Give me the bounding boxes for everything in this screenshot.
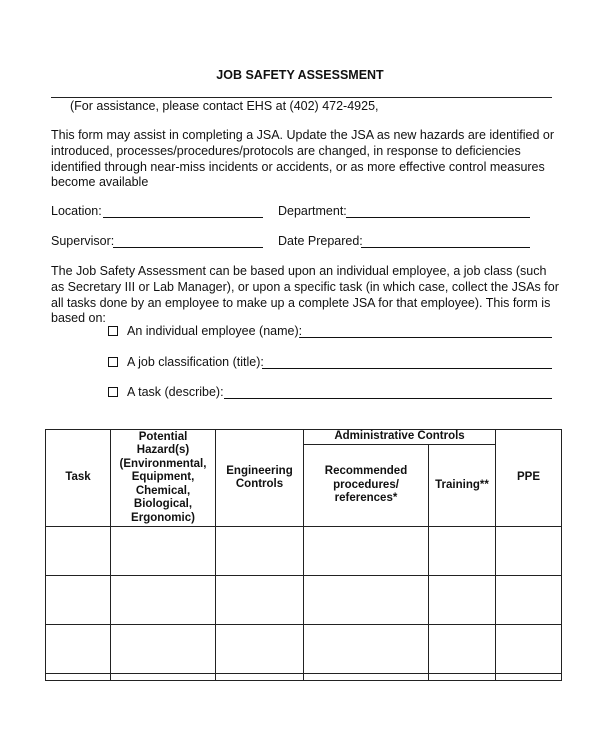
table-row — [46, 674, 562, 681]
department-field[interactable] — [346, 217, 530, 218]
table-cell[interactable] — [46, 527, 111, 576]
table-header-row — [46, 430, 562, 445]
table-cell[interactable] — [304, 625, 429, 674]
table-cell[interactable] — [304, 576, 429, 625]
option-individual-employee[interactable] — [108, 324, 302, 338]
option-label: A job classification (title): — [127, 355, 264, 369]
table-cell[interactable] — [111, 674, 216, 681]
table-cell[interactable] — [111, 576, 216, 625]
table-cell[interactable] — [111, 625, 216, 674]
table-cell[interactable] — [46, 674, 111, 681]
checkbox-icon[interactable] — [108, 357, 118, 367]
header-training: Training** — [429, 445, 496, 527]
basis-paragraph: The Job Safety Assessment can be based upon an individual employee, a job class (such as Secretary III or Lab Manager), or upon a specific task (in which case, collect the JSAs for all tasks done by an employee to make up a complete JSA for that employee). This form is based on: — [51, 264, 559, 326]
table-cell[interactable] — [111, 527, 216, 576]
table-cell[interactable] — [496, 625, 562, 674]
location-label: Location: — [51, 204, 102, 218]
jsa-table — [45, 429, 562, 681]
option-label: An individual employee (name): — [127, 324, 303, 338]
page-title: JOB SAFETY ASSESSMENT — [216, 68, 384, 82]
table-row — [46, 625, 562, 674]
table-row — [46, 527, 562, 576]
checkbox-icon[interactable] — [108, 387, 118, 397]
header-hazards: Potential Hazard(s) (Environmental, Equipment, Chemical, Biological, Ergonomic) — [111, 430, 216, 527]
table-cell[interactable] — [429, 576, 496, 625]
table-cell[interactable] — [216, 625, 304, 674]
supervisor-field[interactable] — [113, 247, 263, 248]
location-field[interactable] — [103, 217, 263, 218]
table-cell[interactable] — [429, 527, 496, 576]
employee-name-field[interactable] — [299, 337, 552, 338]
date-prepared-field[interactable] — [361, 247, 530, 248]
table-cell[interactable] — [496, 576, 562, 625]
table-cell[interactable] — [429, 625, 496, 674]
supervisor-label: Supervisor: — [51, 234, 115, 248]
table-cell[interactable] — [46, 576, 111, 625]
table-row — [46, 576, 562, 625]
date-prepared-label: Date Prepared: — [278, 234, 363, 248]
header-task: Task — [46, 430, 111, 527]
table-cell[interactable] — [46, 625, 111, 674]
table-cell[interactable] — [429, 674, 496, 681]
intro-paragraph: This form may assist in completing a JSA. Update the JSA as new hazards are identified or introduced, processes/procedures/protocols are changed, in response to deficiencies identified through near-miss incidents or accidents, or as more effective control measures become available — [51, 128, 555, 190]
header-recommended-procedures: Recommended procedures/ references* — [304, 445, 429, 527]
table-cell[interactable] — [216, 527, 304, 576]
assistance-note: (For assistance, please contact EHS at (402) 472-4925, — [70, 99, 379, 113]
table-cell[interactable] — [496, 674, 562, 681]
table-cell[interactable] — [304, 527, 429, 576]
option-task[interactable] — [108, 385, 224, 399]
header-ppe: PPE — [496, 430, 562, 527]
task-description-field[interactable] — [224, 398, 552, 399]
department-label: Department: — [278, 204, 347, 218]
job-title-field[interactable] — [262, 368, 552, 369]
checkbox-icon[interactable] — [108, 326, 118, 336]
option-job-classification[interactable] — [108, 355, 264, 369]
header-engineering-controls: Engineering Controls — [216, 430, 304, 527]
table-cell[interactable] — [496, 527, 562, 576]
header-administrative-controls: Administrative Controls — [304, 430, 496, 445]
table-cell[interactable] — [216, 576, 304, 625]
assistance-divider — [51, 97, 552, 98]
table-cell[interactable] — [304, 674, 429, 681]
option-label: A task (describe): — [127, 385, 224, 399]
table-cell[interactable] — [216, 674, 304, 681]
